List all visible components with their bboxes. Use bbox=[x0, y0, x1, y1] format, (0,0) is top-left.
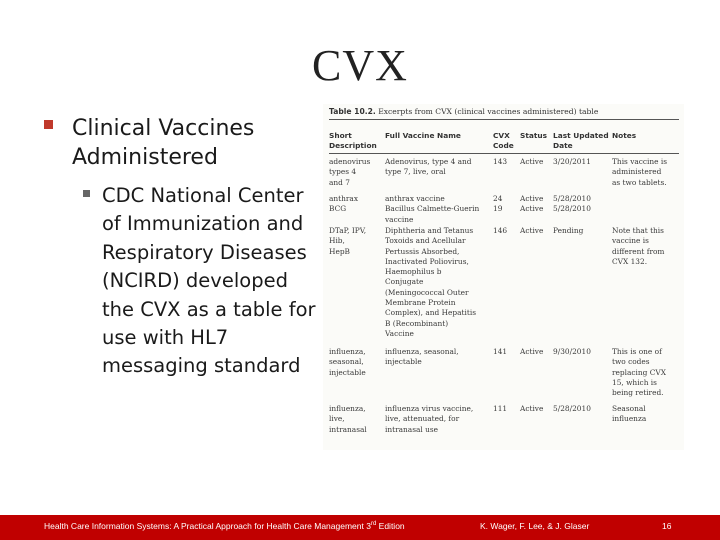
table-cell: 143 bbox=[493, 157, 508, 166]
bullet-square-icon bbox=[44, 120, 53, 129]
table-cell: Adenovirus, type 4 and type 7, live, oral bbox=[385, 157, 472, 177]
table-header-full-vaccine-name: Full Vaccine Name bbox=[385, 131, 461, 140]
table-cell: 146 bbox=[493, 226, 508, 235]
table-cell: Active bbox=[520, 347, 544, 356]
table-cell: Active bbox=[520, 157, 544, 166]
table-cell: 111 bbox=[493, 404, 508, 413]
table-cell: 5/28/2010 bbox=[553, 404, 591, 413]
footer-book-title bbox=[44, 521, 405, 531]
table-top-rule bbox=[329, 119, 679, 120]
table-cell: This is one of two codes replacing CVX 15, which is being retired. bbox=[612, 347, 667, 398]
table-header-short-description: Short Description bbox=[329, 131, 377, 150]
table-cell: adenovirus types 4 and 7 bbox=[329, 157, 371, 187]
sub-bullet-square-icon bbox=[83, 190, 90, 197]
table-caption bbox=[329, 107, 598, 116]
table-cell: Diphtheria and Tetanus Toxoids and Acellular Pertussis Absorbed, Inactivated Poliovirus, Haemophilus b Conjugate (Meningococcal Outer Membrane Protein Complex), and Hepatitis B (Recombinant) Vaccine bbox=[385, 226, 476, 338]
table-cell: 3/20/2011 bbox=[553, 157, 591, 166]
table-caption-text: Excerpts from CVX (clinical vaccines administered) table bbox=[378, 107, 599, 116]
table-cell: Active bbox=[520, 226, 544, 235]
footer-bar bbox=[0, 515, 720, 540]
table-cell: anthrax vaccine Bacillus Calmette-Guerin vaccine bbox=[385, 194, 480, 224]
footer-edition: Edition bbox=[376, 521, 405, 531]
slide-title: CVX bbox=[312, 41, 408, 90]
table-cell: influenza, seasonal, injectable bbox=[385, 347, 459, 367]
table-cell: DTaP, IPV, Hib, HepB bbox=[329, 226, 367, 256]
table-cell: influenza, live, intranasal bbox=[329, 404, 367, 434]
table-cell: Pending bbox=[553, 226, 584, 235]
footer-superscript: rd bbox=[370, 521, 377, 528]
table-cell: 5/28/2010 5/28/2010 bbox=[553, 194, 591, 214]
table-cell: influenza virus vaccine, live, attenuated, for intranasal use bbox=[385, 404, 474, 434]
table-cell: This vaccine is administered as two tablets. bbox=[612, 157, 668, 187]
table-cell: Active bbox=[520, 404, 544, 413]
bullet-level1-text: Clinical Vaccines Administered bbox=[72, 116, 255, 170]
table-header-status: Status bbox=[520, 131, 548, 140]
table-header-cvx-code: CVX Code bbox=[493, 131, 514, 150]
table-cell: Note that this vaccine is different from CVX 132. bbox=[612, 226, 665, 266]
table-cell: Active Active bbox=[520, 194, 544, 214]
table-cell: anthrax BCG bbox=[329, 194, 359, 214]
bullet-level2-text: CDC National Center of Immunization and Respiratory Diseases (NCIRD) developed the CVX as a table for use with HL7 messaging standard bbox=[102, 184, 316, 378]
table-header-notes: Notes bbox=[612, 131, 637, 140]
table-cell: influenza, seasonal, injectable bbox=[329, 347, 366, 377]
table-header-rule bbox=[329, 153, 679, 154]
table-header-last-updated: Last Updated Date bbox=[553, 131, 609, 150]
table-cell: 9/30/2010 bbox=[553, 347, 591, 356]
table-cell: Seasonal influenza bbox=[612, 404, 647, 424]
table-cell: 24 19 bbox=[493, 194, 503, 214]
table-caption-label: Table 10.2. bbox=[329, 107, 376, 116]
cvx-table-image bbox=[323, 104, 684, 450]
footer-book-title-text: Health Care Information Systems: A Practical Approach for Health Care Management 3 bbox=[44, 521, 371, 531]
footer-page-number: 16 bbox=[662, 521, 672, 531]
table-cell: 141 bbox=[493, 347, 508, 356]
footer-authors: K. Wager, F. Lee, & J. Glaser bbox=[480, 521, 590, 531]
